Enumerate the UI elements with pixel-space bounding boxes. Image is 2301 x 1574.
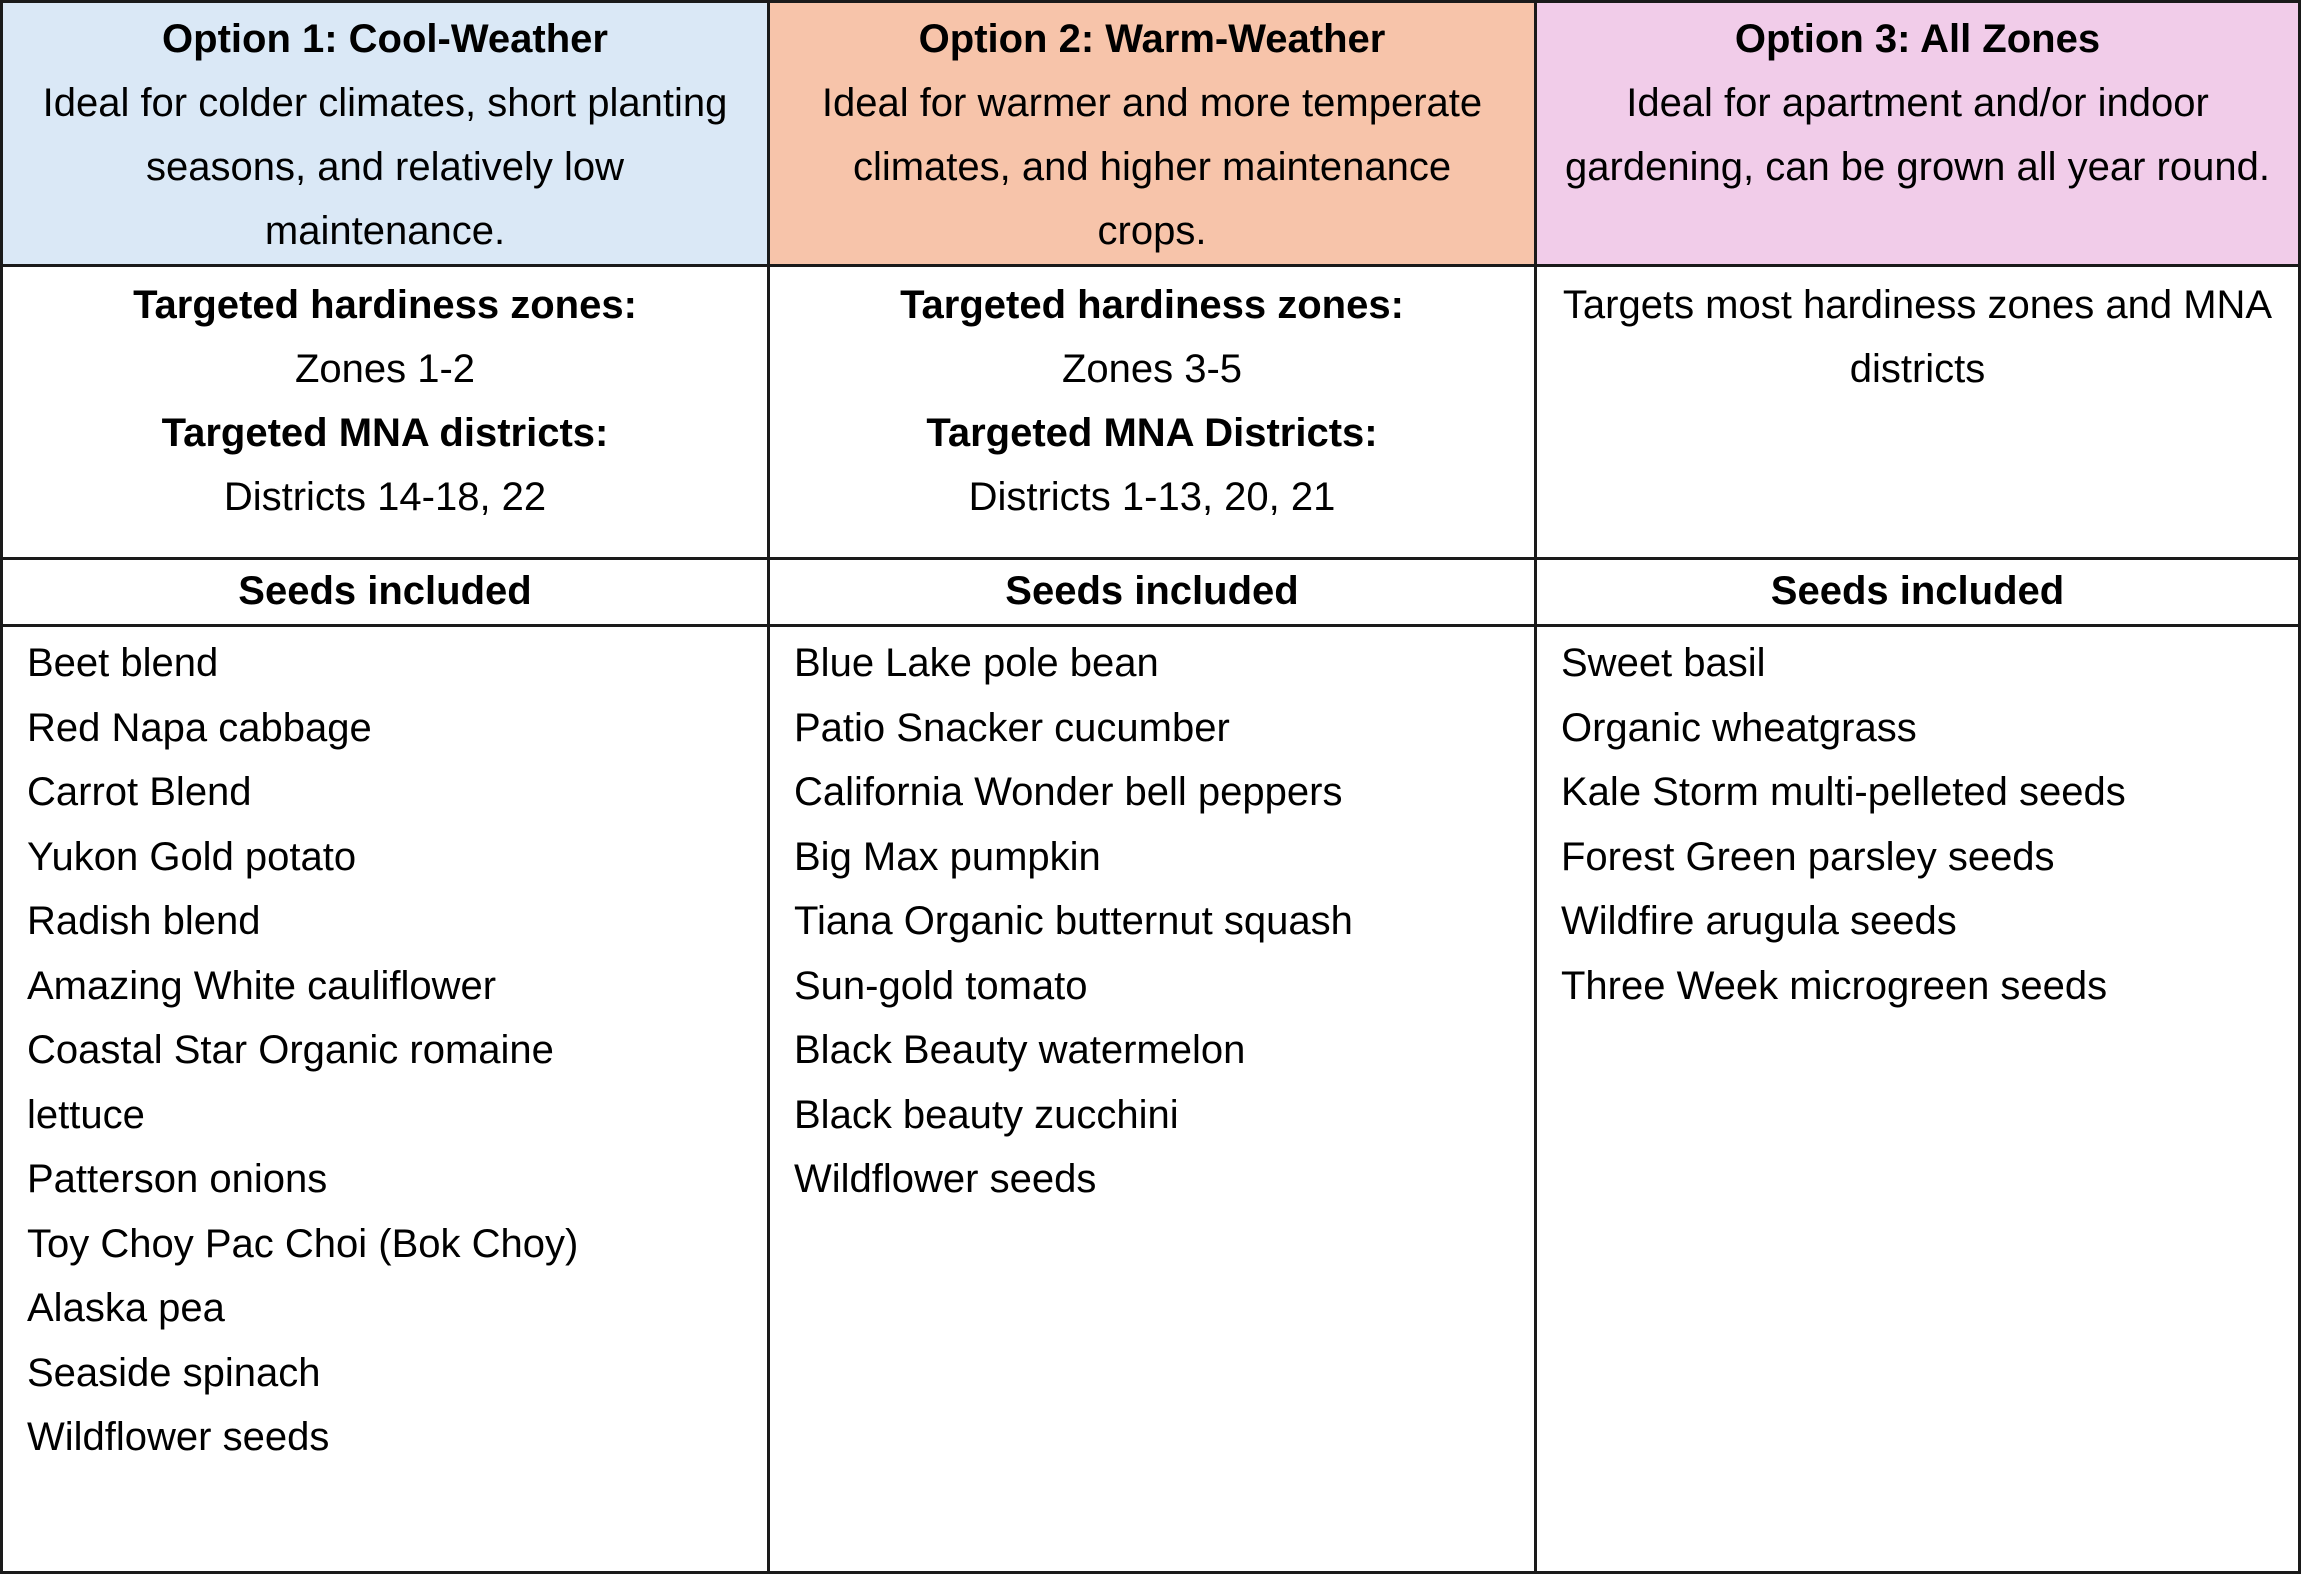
- option-3-targets: [1537, 267, 2298, 560]
- option-2-hardiness-label: Targeted hardiness zones:: [900, 283, 1404, 327]
- option-3-title: Option 3: All Zones: [1734, 17, 2101, 61]
- option-2-header: [770, 3, 1537, 267]
- option-1-hardiness-label: Targeted hardiness zones:: [133, 283, 637, 327]
- seed-item: Amazing White cauliflower: [27, 963, 497, 1008]
- seed-item: Wildflower seeds: [27, 1415, 330, 1459]
- seed-item: Radish blend: [27, 899, 261, 943]
- option-1-seeds-header: Seeds included: [3, 560, 770, 627]
- seed-item: Three Week microgreen seeds: [1561, 963, 2108, 1008]
- seed-item: Wildflower seeds: [794, 1157, 1097, 1201]
- seed-item: Black Beauty watermelon: [794, 1028, 1246, 1072]
- seed-item: Patio Snacker cucumber: [794, 705, 1230, 750]
- option-3-seed-list-cell: [1537, 627, 2298, 1571]
- seed-item: Alaska pea: [27, 1286, 225, 1330]
- seed-item: Blue Lake pole bean: [794, 641, 1159, 685]
- option-3-seed-list: [1561, 631, 2274, 1018]
- option-2-title: Option 2: Warm-Weather: [918, 17, 1386, 61]
- option-2-seeds-header: Seeds included: [770, 560, 1537, 627]
- seed-item: Beet blend: [27, 641, 219, 685]
- option-1-header: [3, 3, 770, 267]
- option-2-description: Ideal for warmer and more temperate climates, and higher maintenance crops.: [821, 81, 1483, 253]
- seed-item: Big Max pumpkin: [794, 834, 1101, 879]
- seed-item: California Wonder bell peppers: [794, 770, 1343, 814]
- option-2-districts-value: Districts 1-13, 20, 21: [968, 475, 1336, 519]
- seed-item: Yukon Gold potato: [27, 834, 357, 879]
- seed-item: Black beauty zucchini: [794, 1092, 1179, 1137]
- seed-item: Carrot Blend: [27, 770, 252, 814]
- seed-item: Patterson onions: [27, 1157, 328, 1201]
- seed-item: Toy Choy Pac Choi (Bok Choy): [27, 1221, 579, 1266]
- seed-item: Sweet basil: [1561, 641, 1766, 685]
- seed-item: Red Napa cabbage: [27, 705, 372, 750]
- option-1-districts-label: Targeted MNA districts:: [161, 411, 609, 455]
- seed-item: Forest Green parsley seeds: [1561, 834, 2055, 879]
- option-1-seed-list-cell: [3, 627, 770, 1571]
- seed-item: Organic wheatgrass: [1561, 705, 1917, 750]
- option-1-seed-list: [27, 631, 743, 1470]
- option-3-header: [1537, 3, 2298, 267]
- option-2-targets: [770, 267, 1537, 560]
- option-1-title: Option 1: Cool-Weather: [162, 17, 608, 61]
- seed-item: Seaside spinach: [27, 1350, 321, 1395]
- seed-item: Sun-gold tomato: [794, 963, 1088, 1008]
- option-3-description: Ideal for apartment and/or indoor gardening, can be grown all year round.: [1565, 81, 2270, 189]
- option-1-districts-value: Districts 14-18, 22: [223, 475, 547, 519]
- seed-item: Tiana Organic butternut squash: [794, 899, 1353, 943]
- option-3-seeds-header: Seeds included: [1537, 560, 2298, 627]
- option-1-description: Ideal for colder climates, short planting seasons, and relatively low maintenance.: [42, 81, 728, 253]
- seed-item: Kale Storm multi-pelleted seeds: [1561, 770, 2126, 814]
- seed-item: Coastal Star Organic romaine lettuce: [27, 1028, 554, 1137]
- option-2-seed-list-cell: [770, 627, 1537, 1571]
- option-3-targets-text: Targets most hardiness zones and MNA districts: [1562, 283, 2273, 391]
- option-1-hardiness-value: Zones 1-2: [294, 347, 476, 391]
- option-2-hardiness-value: Zones 3-5: [1061, 347, 1243, 391]
- option-1-targets: [3, 267, 770, 560]
- option-2-districts-label: Targeted MNA Districts:: [926, 411, 1378, 455]
- option-2-seed-list: [794, 631, 1510, 1212]
- seed-item: Wildfire arugula seeds: [1561, 899, 1957, 943]
